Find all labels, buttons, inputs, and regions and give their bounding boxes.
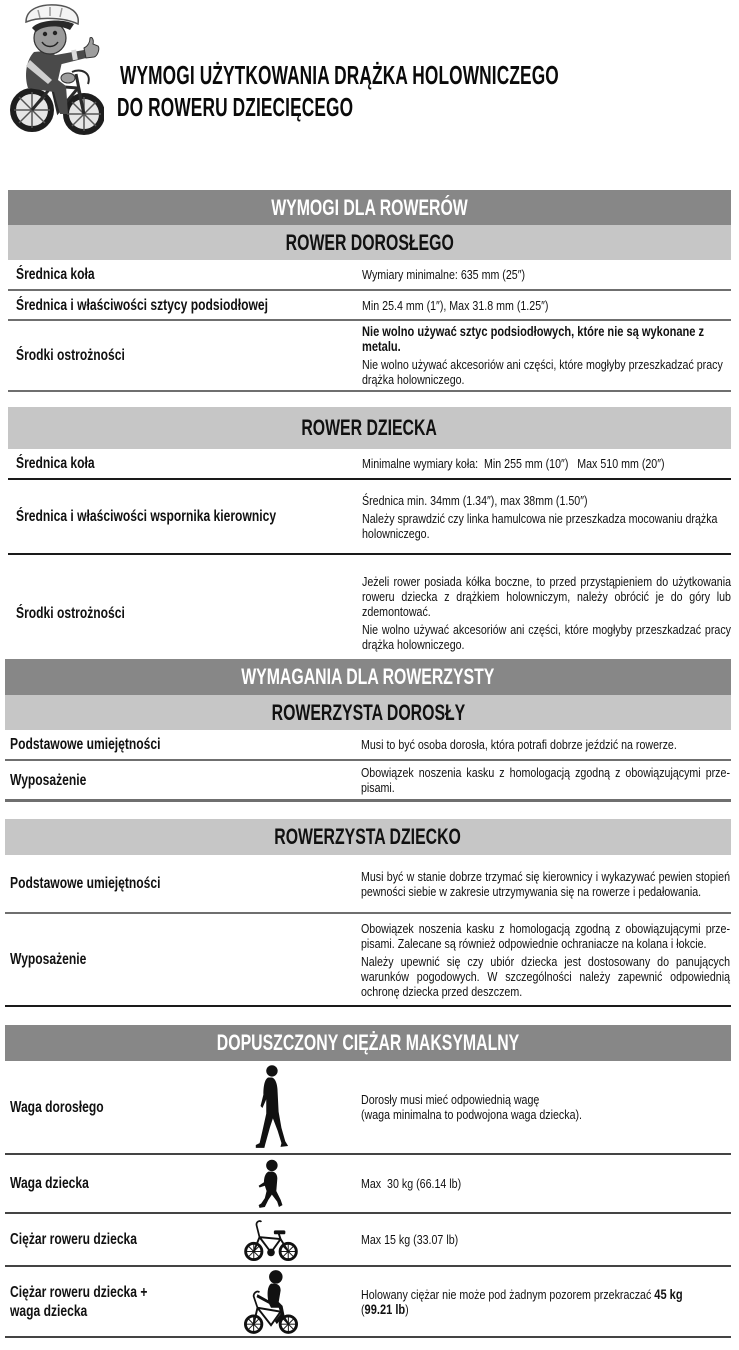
row-label: Średnica koła: [16, 455, 95, 472]
row-value: Max 30 kg (66.14 lb): [361, 1176, 462, 1191]
adult-walking-icon: [229, 1064, 313, 1150]
row-value: Minimalne wymiary koła: Min 255 mm (10″) Max 510 mm (20″): [362, 456, 665, 471]
row-value: Jeżeli rower posiada kółka boczne, to przed przystąpieniem do użytkowania roweru dziecka z drążkiem holowniczym, należy obrócić je do góry lub zdemontować.: [362, 574, 731, 619]
row-value: Należy sprawdzić czy linka hamulcowa nie przeszkadza mocowaniu drążka holowniczego.: [362, 510, 718, 541]
row-value: [361, 1287, 730, 1317]
subsection-header-adult-bike: [8, 225, 731, 260]
row-label: Wyposażenie: [10, 951, 87, 968]
table-row: [5, 1155, 731, 1214]
table-row: [5, 855, 731, 914]
table-row: [8, 260, 731, 291]
child-bike-icon: [229, 1218, 313, 1262]
table-row: [5, 761, 731, 802]
row-label: Średnica i właściwości wspornika kierownicy: [16, 508, 277, 525]
section-header-max-weight: [5, 1025, 731, 1061]
row-value: Obowiązek noszenia kasku z homologacją zgodną z obowiązującymi przepisami. Zalecane są również odpowiednie ochraniacze na kolana i łokcie.: [361, 920, 730, 951]
row-value: Min 25.4 mm (1″), Max 31.8 mm (1.25″): [362, 297, 549, 313]
table-row: [8, 321, 731, 392]
row-value: Nie wolno używać akcesoriów ani części, które mogłyby przeszkadzać pracy drążka holowniczego.: [362, 622, 731, 652]
table-row: [8, 291, 731, 321]
child-cyclist-mascot-icon: [8, 2, 104, 138]
row-label: Podstawowe umiejętności: [10, 875, 161, 892]
row-label: Wyposażenie: [10, 771, 87, 789]
row-label-line-1: Ciężar roweru dziecka +: [10, 1283, 148, 1301]
row-value: Należy upewnić się czy ubiór dziecka jest dostosowany do panujących warunków pogodowych. W szczególności należy zapewnić odpowiednią ochronę dziecka przed deszczem.: [361, 953, 730, 999]
limit-lb: 99.21 lb: [364, 1301, 406, 1317]
row-label: Środki ostrożności: [16, 347, 125, 364]
table-row: [5, 1061, 731, 1155]
row-value-line: (waga minimalna to podwojona waga dziecka).: [361, 1107, 583, 1122]
section-header-bike-requirements: [8, 190, 731, 225]
paren-close: ): [405, 1301, 409, 1317]
row-label: Waga dziecka: [10, 1175, 89, 1192]
row-value: Musi być w stanie dobrze trzymać się kierownicy i wykazywać pewien stopień pewności siebie w zakresie utrzymywania się na rowerze i pedałowania.: [361, 868, 730, 899]
table-row: [5, 914, 731, 1007]
row-label: Średnica i właściwości sztycy podsiodłowej: [16, 296, 268, 314]
row-label: Środki ostrożności: [16, 604, 125, 622]
subsection-title: ROWERZYSTA DZIECKO: [274, 824, 462, 849]
row-value-line: Dorosły musi mieć odpowiednią wagę: [361, 1092, 540, 1107]
subsection-title: ROWER DZIECKA: [301, 415, 438, 440]
row-value: Średnica min. 34mm (1.34″), max 38mm (1.50″): [362, 492, 588, 508]
row-label: Ciężar roweru dziecka: [10, 1231, 138, 1248]
row-value: Max 15 kg (33.07 lb): [361, 1232, 459, 1247]
row-value-warning: Nie wolno używać sztyc podsiodłowych, które nie są wykonane z metalu.: [362, 324, 705, 354]
row-value: Nie wolno używać akcesoriów ani części, które mogłyby przeszkadzać pracy drążka holowniczego.: [362, 357, 723, 387]
row-value: Obowiązek noszenia kasku z homologacją zgodną z obowiązującymi przepisami.: [361, 765, 730, 795]
row-label-line-2: waga dziecka: [10, 1302, 88, 1320]
limit-kg: 45 kg: [654, 1286, 683, 1302]
subsection-title: ROWERZYSTA DOROSŁY: [271, 699, 465, 725]
subsection-title: ROWER DOROSŁEGO: [285, 229, 454, 255]
page-title-line-2: DO ROWERU DZIECIĘCEGO: [117, 92, 354, 122]
row-label: Średnica koła: [16, 266, 95, 283]
table-row: [5, 1214, 731, 1267]
table-row: [5, 730, 731, 761]
section-title: DOPUSZCZONY CIĘŻAR MAKSYMALNY: [216, 1030, 520, 1055]
row-label: Podstawowe umiejętności: [10, 736, 161, 753]
table-row: [8, 567, 731, 659]
page-title-line-1: WYMOGI UŻYTKOWANIA DRĄŻKA HOLOWNICZEGO: [120, 60, 559, 90]
section-header-rider-requirements: [5, 659, 731, 695]
limit-text: Holowany ciężar nie może pod żadnym pozorem przekraczać: [361, 1286, 655, 1302]
table-row: [8, 449, 731, 480]
row-value: Wymiary minimalne: 635 mm (25″): [362, 267, 526, 282]
subsection-header-child-rider: [5, 819, 731, 855]
child-on-bike-icon: [229, 1269, 313, 1335]
subsection-header-adult-rider: [5, 695, 731, 730]
subsection-header-child-bike: [8, 407, 731, 449]
section-title: WYMOGI DLA ROWERÓW: [271, 194, 468, 220]
row-value: Musi to być osoba dorosła, która potrafi dobrze jeździć na rowerze.: [361, 737, 677, 752]
row-label: Waga dorosłego: [10, 1098, 104, 1116]
table-row: [5, 1267, 731, 1338]
table-row: [8, 480, 731, 555]
paren-open: (: [361, 1301, 365, 1317]
section-title: WYMAGANIA DLA ROWERZYSTY: [241, 664, 495, 689]
child-walking-icon: [229, 1158, 313, 1210]
